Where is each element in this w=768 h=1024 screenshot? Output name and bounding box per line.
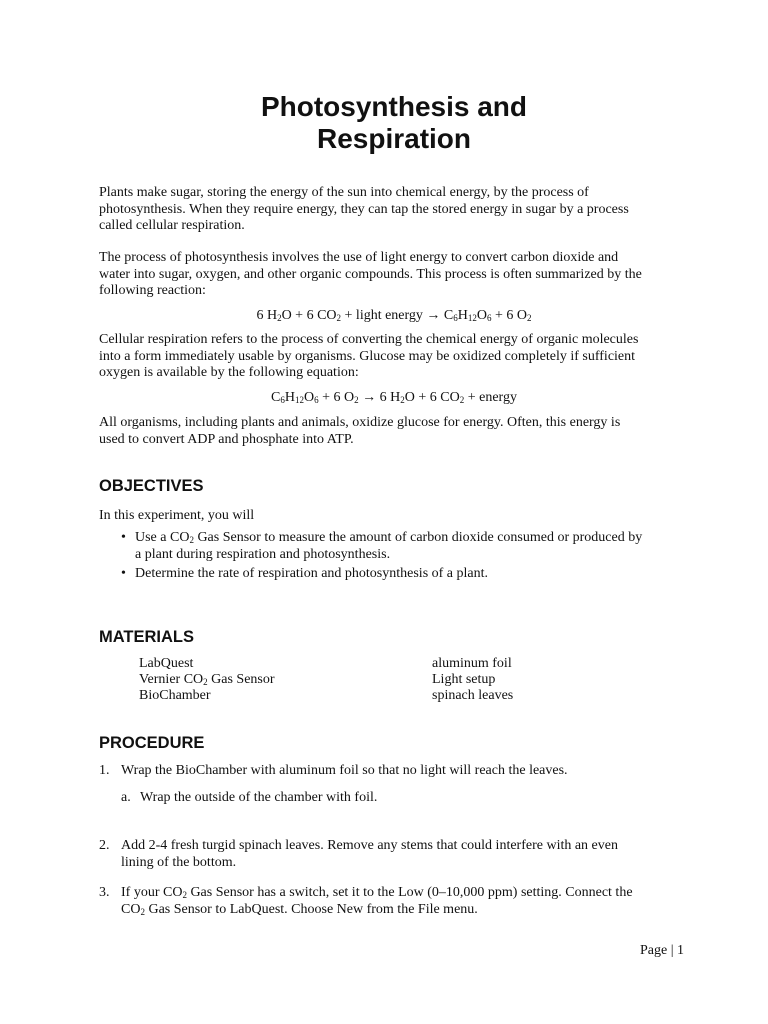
title-line-2: Respiration — [316, 123, 472, 154]
document-page: Photosynthesis and Respiration Plants make sugar, storing the energy of the sun into chemical energy, by the process of photosynthesis. When they require energy, they can tap the stored energy in sugar by a process called cellular respiration. The process of photosynthesis involves the use of light energy to convert carbon dioxide and water into sugar, oxygen, and other organic compounds. This process is often summarized by the following reaction: 6 $H_2O + 6$ $CO_2$ + light energy → $C_6H_{12}O_6 + 6$ $O_2$ Cellular respiration refers to the process of converting the chemical energy of organic molecules into a form immediately usable by organisms. Glucose may be oxidized completely if sufficient oxygen is available by the following equation: $C_6H_{12}O_6 + 6$ $O_2 \to 6$ $H_2O + 6$ $CO_2$ + energy All organisms, including plants and animals, oxidize glucose for energy. Often, this energy is used to convert ADP and phosphate into ATP. OBJECTIVES In this experiment, you will • Use a $CO_2$ Gas Sensor to measure the amount of carbon dioxide consumed or produced by a plant during respiration and photosynthesis. • Determine the rate of respiration and photosynthesis of a plant. MATERIALS LabQuest Vernier $CO_2$ Gas Sensor BioChamber aluminum foil Light setup spinach leaves PROCEDURE 1. Wrap the BioChamber with aluminum foil so that no light will reach the leaves. a. Wrap the outside of the chamber with foil. 2. Add 2-4 fresh turgid spinach leaves. Remove any stems that could interfere with an even lining of the bottom. 3. If your $CO_2$ Gas Sensor has a switch, set it to the Low (0–10,000 ppm) setting. Connect the $CO_2$ Gas Sensor to LabQuest. Choose New from the File menu. Page | 1 — [0, 0, 768, 1024]
material-light-setup: Light setup — [432, 672, 496, 687]
objectives-list — [99, 530, 689, 583]
intro-paragraph-1: Plants make sugar, storing the energy of the sun into chemical energy, by the process of photosynthesis. When they require energy, they can tap the stored energy in sugar by a process called cellular respiration. — [99, 185, 629, 233]
title-line-1: Photosynthesis and — [260, 91, 528, 122]
material-co2-sensor: Vernier $CO_2$ Gas Sensor — [139, 672, 275, 687]
material-biochamber: BioChamber — [139, 688, 211, 703]
materials-heading: MATERIALS — [99, 628, 195, 646]
objective-item-2: • Determine the rate of respiration and photosynthesis of a plant. — [99, 566, 689, 583]
intro-paragraph-3: Cellular respiration refers to the process of converting the chemical energy of organic molecules into a form immediately usable by organisms. Glucose may be oxidized completely if sufficient oxygen is available by the following equation: — [99, 332, 639, 380]
respiration-equation: $C_6H_{12}O_6 + 6$ $O_2 \to 6$ $H_2O + 6$ $CO_2$ + energy — [271, 390, 517, 405]
material-labquest: LabQuest — [139, 656, 194, 671]
document-title — [0, 91, 768, 155]
material-aluminum-foil: aluminum foil — [432, 656, 512, 671]
objectives-heading: OBJECTIVES — [99, 477, 204, 495]
page-number: Page | 1 — [640, 943, 685, 958]
materials-right-column — [432, 656, 513, 704]
materials-left-column — [139, 656, 275, 704]
procedure-heading: PROCEDURE — [99, 734, 205, 752]
intro-paragraph-2: The process of photosynthesis involves the use of light energy to convert carbon dioxide and water into sugar, oxygen, and other organic compounds. This process is often summarized by the following reaction: — [99, 250, 642, 298]
objectives-lead: In this experiment, you will — [99, 508, 255, 523]
objective-item-1: • Use a $CO_2$ Gas Sensor to measure the amount of carbon dioxide consumed or produced by a plant during respiration and photosynthesis. — [99, 530, 689, 563]
photosynthesis-equation: 6 $H_2O + 6$ $CO_2$ + light energy → $C_6H_{12}O_6 + 6$ $O_2$ — [256, 308, 532, 323]
intro-paragraph-4: All organisms, including plants and animals, oxidize glucose for energy. Often, this energy is used to convert ADP and phosphate into ATP. — [99, 415, 621, 447]
material-spinach-leaves: spinach leaves — [432, 688, 514, 703]
